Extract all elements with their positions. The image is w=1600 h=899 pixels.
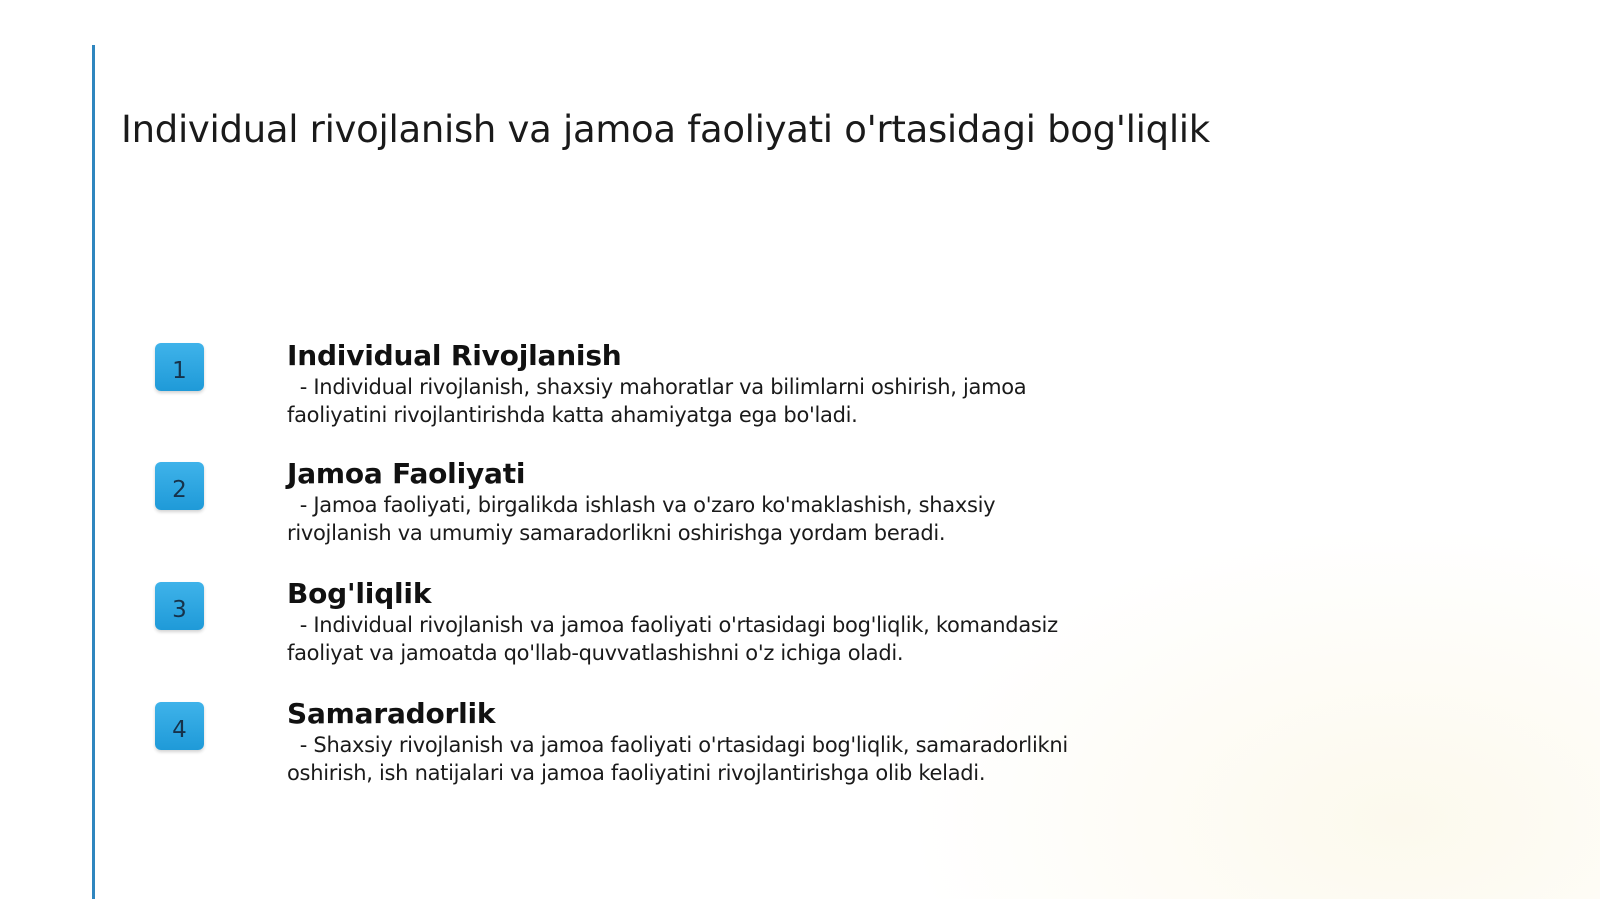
- item-title: Bog'liqlik: [287, 577, 432, 610]
- item-description: - Individual rivojlanish va jamoa faoliyati o'rtasidagi bog'liqlik, komandasiz faoliyat va jamoatda qo'llab-quvvatlashishni o'z ichiga oladi.: [287, 613, 1065, 665]
- number-badge: [155, 462, 204, 510]
- item-title: Individual Rivojlanish: [287, 339, 622, 372]
- number-badge: [155, 702, 204, 750]
- accent-bar: [92, 45, 95, 899]
- item-title: Jamoa Faoliyati: [287, 457, 526, 490]
- item-description: - Individual rivojlanish, shaxsiy mahoratlar va bilimlarni oshirish, jamoa faoliyatini rivojlantirishda katta ahamiyatga ega bo'ladi.: [287, 375, 1033, 427]
- item-title: Samaradorlik: [287, 697, 496, 730]
- item-description: - Jamoa faoliyati, birgalikda ishlash va o'zaro ko'maklashish, shaxsiy rivojlanish va umumiy samaradorlikni oshirishga yordam beradi.: [287, 493, 1002, 545]
- number-badge-label: 3: [172, 597, 187, 623]
- number-badge: [155, 582, 204, 630]
- number-badge-label: 1: [172, 358, 187, 384]
- number-badge-label: 2: [172, 477, 187, 503]
- item-description: - Shaxsiy rivojlanish va jamoa faoliyati o'rtasidagi bog'liqlik, samaradorlikni oshirish, ish natijalari va jamoa faoliyatini rivojlantirishga olib keladi.: [287, 733, 1075, 785]
- slide-title: Individual rivojlanish va jamoa faoliyati o'rtasidagi bog'liqlik: [121, 108, 1210, 151]
- number-badge: [155, 343, 204, 391]
- number-badge-label: 4: [172, 717, 187, 743]
